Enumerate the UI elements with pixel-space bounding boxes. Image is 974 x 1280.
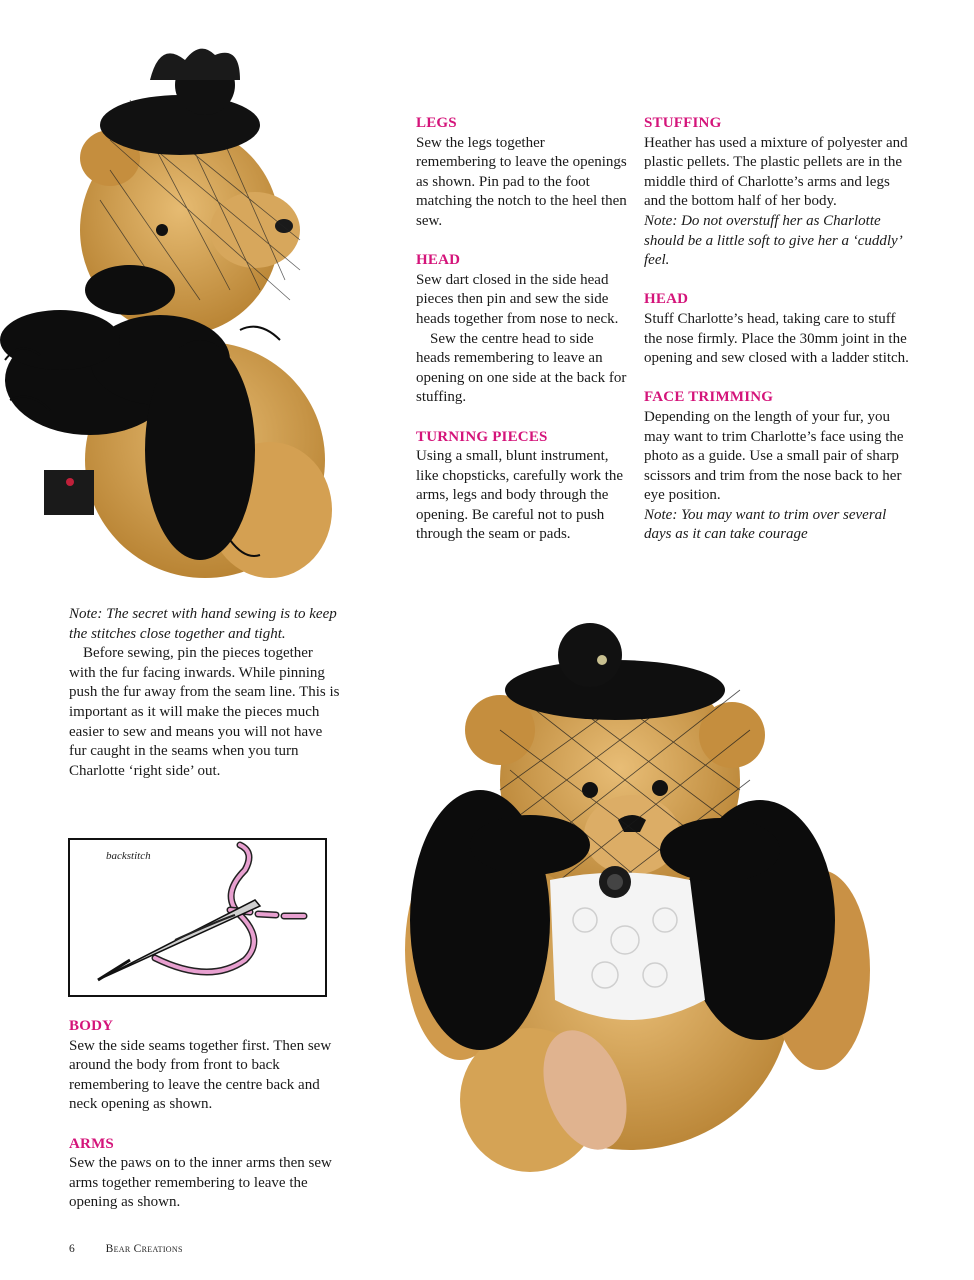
face-text: Depending on the length of your fur, you may want to trim Charlotte’s face using the photo as a guide. Use a small pair of sharp scissors and trim from the nose back to her eye position. [644,408,904,504]
page-number: 6 [69,1243,75,1255]
turning-text: Using a small, blunt instrument, like chopsticks, carefully work the arms, legs and body through the opening. Be careful not to push through the seam or pads. [416,448,624,543]
face-heading: FACE TRIMMING [644,389,774,406]
body-text: Sew the side seams together first. Then sew around the body from front to back remembering to leave the centre back and neck opening as shown. [69,1037,332,1113]
head-stuffing-heading: HEAD [644,291,689,308]
magazine-name: Bear Creations [105,1243,183,1255]
left-column-top [69,605,341,781]
left-column-bottom [69,1017,341,1213]
head-heading: HEAD [416,252,461,269]
head-text-2: Sew the centre head to side heads remembering to leave an opening on one side at the back for stuffing. [416,330,627,406]
arms-text: Sew the paws on to the inner arms then sew arms together remembering to leave the opening as shown. [69,1155,332,1211]
bear-side-photo [0,40,345,600]
stuffing-heading: STUFFING [644,115,722,131]
legs-text: Sew the legs together remembering to leave the openings as shown. Pin pad to the foot matching the notch to the heel then sew. [416,134,627,229]
head-text-1: Sew dart closed in the side head pieces then pin and sew the side heads together from nose to neck. [416,271,619,327]
arms-heading: ARMS [69,1135,114,1152]
body-heading: BODY [69,1018,114,1034]
sewing-note: Note: The secret with hand sewing is to keep the stitches close together and tight. [69,606,337,642]
turning-heading: TURNING PIECES [416,428,548,445]
diagram-label: backstitch [106,850,151,862]
sewing-text: Before sewing, pin the pieces together with the fur facing inwards. While pinning push the fur away from the seam line. This is important as it will make the pieces much easier to sew and means you will not have fur caught in the seams when you turn Charlotte ‘right side’ out. [69,645,340,779]
page-footer [69,1243,183,1255]
stuffing-text: Heather has used a mixture of polyester and plastic pellets. The plastic pellets are in the middle third of Charlotte’s arms and legs and the bottom half of her body. [644,134,908,210]
middle-column [416,114,628,545]
needle-thread-illustration [70,840,325,995]
stuffing-note: Note: Do not overstuff her as Charlotte should be a little soft to give her a ‘cuddly’ feel. [644,212,902,269]
legs-heading: LEGS [416,115,457,131]
bear-front-photo [360,620,920,1180]
right-column [644,114,914,545]
head-stuffing-text: Stuff Charlotte’s head, taking care to stuff the nose firmly. Place the 30mm joint in the opening and sew closed with a ladder stitch. [644,310,909,367]
backstitch-diagram [68,838,327,997]
face-note: Note: You may want to trim over several days as it can take courage [644,506,887,543]
